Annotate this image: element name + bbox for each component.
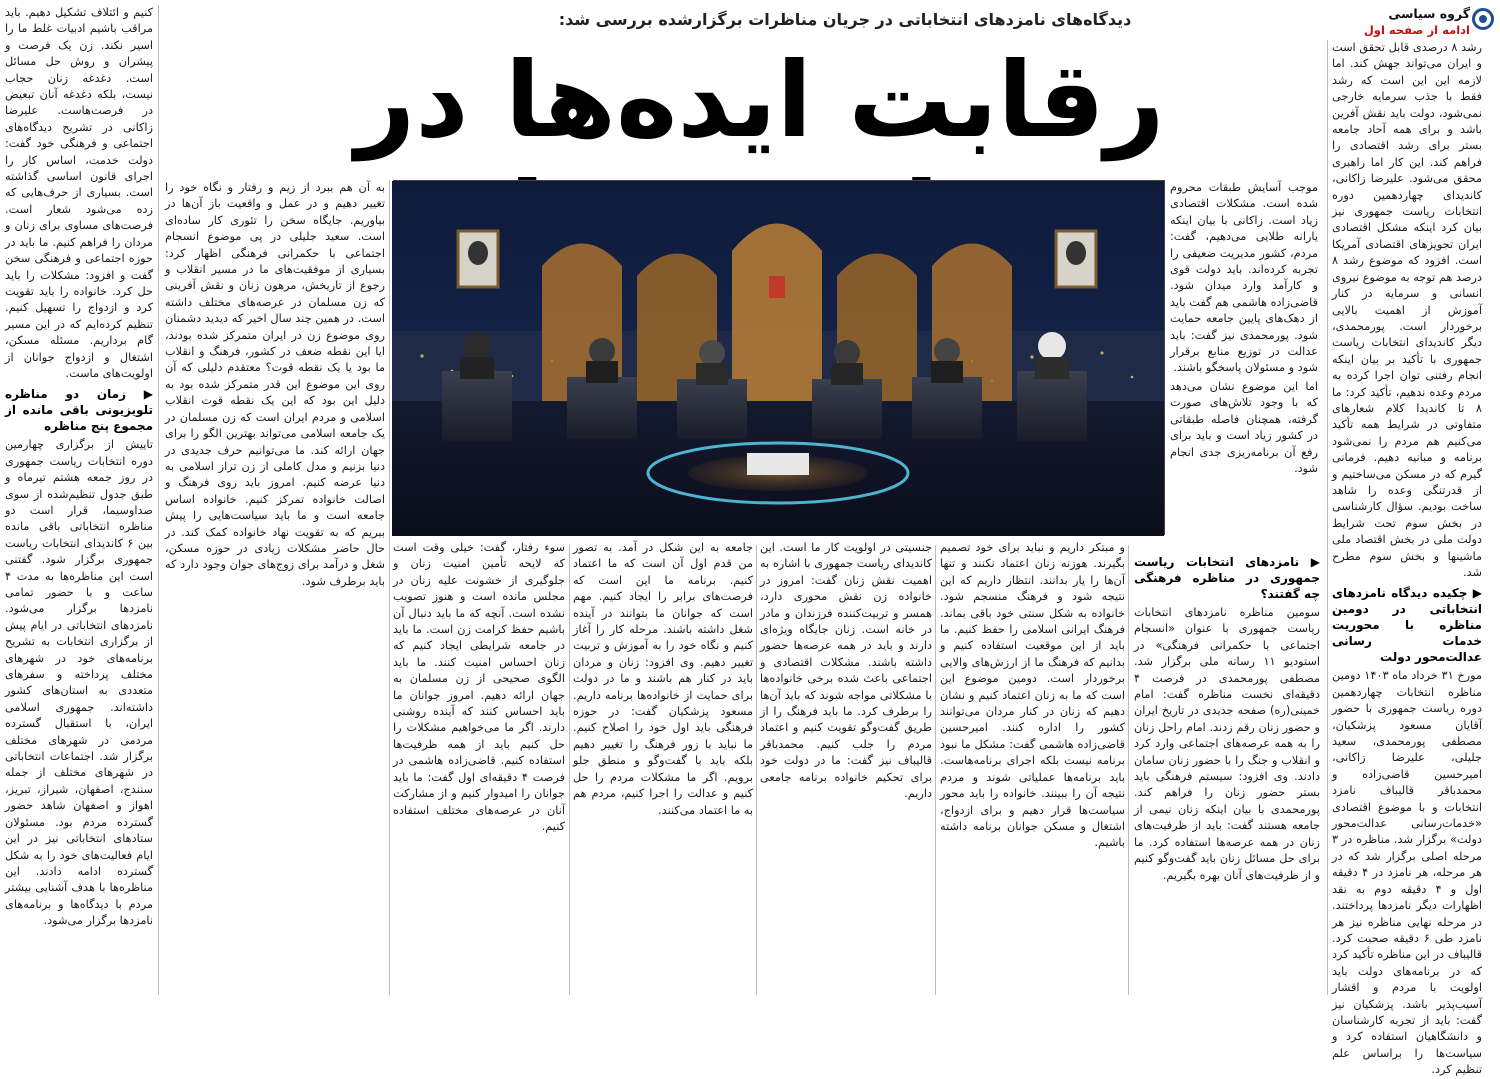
paragraph: اما این موضوع نشان می‌دهد که با وجود تلاش‌های صورت گرفته، همچنان فاصله طبقاتی در کشور زیاد است و باید برای رفع آن برنامه‌ریزی جدی انجام شود. xyxy=(1170,379,1318,475)
article-column-5 xyxy=(1134,550,1320,995)
paragraph: سومین مناظره نامزدهای انتخابات ریاست جمهوری با عنوان «انسجام اجتماعی با حکمرانی فرهنگی» در استودیو ۱۱ رسانه ملی برگزار شد. مصطفی پورمحمدی در فرصت ۴ دقیقه‌ای نخست مناظره گفت: امام خمینی(ره) صفحه جدیدی در تاریخ ایران و حضور زنان رقم زدند. امام راحل زنان را به همه عرصه‌های اجتماعی وارد کرد و انقلاب و جنگ را با حضور زنان سامان دادند. وی افزود: سیستم فرهنگی باید بستر حضور زنان را فراهم کند. پورمحمدی با بیان اینکه زنان نیمی از جامعه هستند گفت: باید از ظرفیت‌های زنان در همه عرصه‌ها استفاده کرد. ما برای حل مسائل زنان باید گفت‌وگو کنیم و از ظرفیت‌های آنان بهره بگیریم. xyxy=(1134,606,1320,882)
group-label xyxy=(1330,6,1470,37)
paragraph: به آن هم ببرد از زیم و رفتار و نگاه خود را تغییر دهیم و در عمل و واقعیت باز آن‌ها در بیاوریم. جایگاه سخن را تئوری کار ساده‌ای است. سعید جلیلی در پی موضوع انسجام اجتماعی با حکمرانی فرهنگی اظهار کرد: بسیاری از موفقیت‌های ما در مسیر انقلاب و رجوع از تاریخش، مرهون زنان و نقش آفرینی که زن مسلمان در عرصه‌های مختلف داشته است. در همین چند سال اخیر که دیدید دشمنان روی موضوع زن در ایران متمرکز شده بودند، ایا این نقطه ضعف در کشور، فرهنگ و انقلاب ما بود یا یک نقطه قوت؟ معتقدم دلیلی که آن روی این موضوع این قدر متمرکز شده بود به دلیل این بود که این یک نقطه قوت انقلاب اسلامی و مردم ایران است که زن مسلمان در یک جامعه اسلامی می‌تواند بهترین الگو را برای جهان ارائه کند. ما می‌توانیم حرف جدیدی در دنیا بزنیم و مدل کاملی از زن تراز اسلامی به دنیا عرضه کنیم. امروز باید روی فرهنگ و اصالت خانواده تمرکز کنیم. خانواده اساس جامعه است و ما باید سیاست‌هایی را پیش ببریم که به تقویت نهاد خانواده کمک کند. در حال حاضر مشکلات زیادی در حوزه مسکن، شغل و درآمد برای زوج‌های جوان وجود دارد که باید برطرف شود. xyxy=(165,181,385,588)
paragraph: جنسیتی در اولویت کار ما است. این کاندیدای ریاست جمهوری با اشاره به اهمیت نقش زنان گفت: امروز در خانواده زن نقش محوری دارد، همسر و تربیت‌کننده فرزندان و مادر در خانه است. زنان جایگاه ویژه‌ای دارند و باید در همه عرصه‌ها حضور داشته باشند. مشکلات اقتصادی و اجتماعی باعث شده برخی خانواده‌ها با مشکلاتی مواجه شوند که باید آن‌ها را برطرف کرد. ما باید فرهنگ را از طریق گفت‌وگو تقویت کنیم و اعتماد مردم را جلب کنیم. محمدباقر قالیباف نیز گفت: ما در دولت خود برای تحکیم خانواده برنامه جامعی داریم. xyxy=(760,541,932,801)
group-logo-icon xyxy=(1472,8,1494,30)
column-rule xyxy=(158,5,159,995)
continued-note: ادامه از صفحه اول xyxy=(1363,23,1470,37)
article-column-2 xyxy=(1170,180,1318,560)
paragraph: تاییش از برگزاری چهارمین دوره انتخابات ریاست جمهوری در روز جمعه هشتم تیرماه و طبق جدول تنظیم‌شده از سوی صداوسیما، قرار است دو مناظره انتخاباتی باقی مانده بین ۶ کاندیدای انتخابات ریاست جمهوری برگزار شود. گفتنی است این مناظره‌ها به مدت ۴ ساعت و با حضور تمامی نامزدها برگزار می‌شود. نامزدهای انتخاباتی در ایام پیش از برگزاری انتخابات به تشریح برنامه‌های خود در شهرهای مختلف پرداخته و سفرهای متعددی به استان‌های کشور داشته‌اند. جمهوری اسلامی ایران، با استقبال گسترده مردمی در شهرهای مختلف برگزار شد. اجتماعات انتخاباتی در شهرهای مختلف از جمله سنندج، اصفهان، شیراز، تبریز، اهواز و اصفهان شاهد حضور گسترده مردم بود. مسئولان ستادهای انتخاباتی نیز در این ایام فعالیت‌های خود را به شکل گسترده ادامه دادند. این مناظره‌ها با هدف آشنایی بیشتر مردم با دیدگاه‌ها و برنامه‌های نامزدها برگزار می‌شود. xyxy=(5,438,153,928)
paragraph: مورخ ۳۱ خرداد ماه ۱۴۰۳ دومین مناظره انتخابات چهاردهمین دوره ریاست جمهوری با حضور آقایان مسعود پزشکیان، مصطفی پورمحمدی، سعید جلیلی، علیرضا زاکانی، امیرحسین قاضی‌زاده و محمدباقر قالیباف نامزد انتخابات و با موضوع اقتصادی «خدمات‌رسانی عدالت‌محور دولت» برگزار شد. مناظره در ۳ مرحله اصلی برگزار شد که در هر مرحله، هر نامزد در ۴ دقیقه اول و ۴ دقیقه دوم به نقد اظهارات دیگر نامزدها پرداختند. در مرحله نهایی مناظره نیز هر نامزد طی ۶ دقیقه صحبت کرد. قالیباف در این مناظره تأکید کرد که در برنامه‌های دولت باید اولویت با مردم و اقشار آسیب‌پذیر باشد. پزشکیان نیز گفت: باید از تجربه کارشناسان و دانشگاهیان استفاده کرد و سیاست‌ها را براساس علم تنظیم کرد. xyxy=(1332,669,1483,1077)
article-column-1 xyxy=(1332,40,1483,1077)
article-column-4 xyxy=(165,180,385,995)
column-rule xyxy=(389,180,390,995)
article-column-9 xyxy=(393,540,565,995)
article-column-6 xyxy=(940,540,1125,995)
column-rule xyxy=(756,545,757,995)
subheading: ▶ زمان دو مناظره تلویزیونی باقی مانده از مجموع پنج مناظره xyxy=(5,387,153,434)
article-column-3 xyxy=(5,5,153,995)
paragraph: سوء رفتار، گفت: خیلی وقت است که لایحه تأمین امنیت زنان و جلوگیری از خشونت علیه زنان در مجلس مانده است و هنوز تصویب نشده است. آنچه که ما باید دنبال آن باشیم حفظ کرامت زن است. ما باید در جامعه شرایطی ایجاد کنیم که زنان احساس امنیت کنند. ما باید الگوی صحیحی از زن مسلمان به جهان ارائه دهیم. امروز جوانان ما باید احساس کنند که آینده روشنی دارند. اگر ما می‌خواهیم مشکلات را حل کنیم باید از همه ظرفیت‌ها استفاده کنیم. قاضی‌زاده هاشمی در فرصت ۴ دقیقه‌ای اول گفت: ما باید جوانان را امیدوار کنیم و از مشارکت آنان در عرصه‌های مختلف استفاده کنیم. xyxy=(393,541,565,833)
column-rule xyxy=(935,545,936,995)
column-rule xyxy=(1128,545,1129,995)
column-rule xyxy=(1327,40,1328,995)
debate-studio-illustration xyxy=(392,181,1164,536)
group-name: گروه سیاسی xyxy=(1388,6,1470,21)
headline: رقابت ایده‌ها در xyxy=(355,39,1165,161)
subheading: ▶ نامزدهای انتخابات ریاست جمهوری در مناظره فرهنگی چه گفتند؟ xyxy=(1134,555,1320,601)
column-rule xyxy=(569,545,570,995)
paragraph: و مبتکر داریم و نباید برای خود تصمیم بگیرند. هوزنه زنان اعتماد نکنند و تنها آن‌ها را یار بدانند. انتظار داریم که این نتیجه شود و فرهنگ منسجم شود. خانواده به شکل سنتی خود باقی بماند. فرهنگ ایرانی اسلامی را حفظ کنیم. ما باید از این موقعیت استفاده کنیم و بدانیم که فرهنگ ما از ارزش‌های والایی برخوردار است. دومین موضوع این است که ما به زنان اعتماد کنیم و نشان دهیم که زنان در کنار مردان می‌توانند کشور را اداره کنند. امیرحسین قاضی‌زاده هاشمی گفت: مشکل ما نبود برنامه نیست بلکه اجرای برنامه‌هاست. باید برنامه‌ها عملیاتی شوند و مردم نتیجه آن را ببینند. خانواده را باید محور سیاست‌ها قرار دهیم و برای ازدواج، اشتغال و مسکن جوانان برنامه داشته باشیم. xyxy=(940,541,1125,850)
paragraph: جامعه به این شکل در آمد. به تصور من قدم اول آن است که ما اعتماد کنیم. برنامه ما این است که فرصت‌های برابر را ایجاد کنیم. مهم است که جوانان ما بتوانند در آینده شغل داشته باشند. مرحله کار را آغاز کنیم و نگاه خود را به آموزش و تربیت تغییر دهیم. وی افزود: زنان و مردان باید در کنار هم باشند و ما در دولت برای حمایت از خانواده‌ها برنامه داریم. مسعود پزشکیان گفت: در حوزه فرهنگی باید اول خود را اصلاح کنیم. ما نباید با زور فرهنگ را تغییر دهیم بلکه باید با گفت‌وگو و منطق جلو برویم. اگر ما مشکلات مردم را حل کنیم و عدالت را اجرا کنیم، مردم هم به ما اعتماد می‌کنند. xyxy=(573,541,753,817)
article-column-8 xyxy=(573,540,753,995)
subheading: ▶ چکیده دیدگاه نامزدهای انتخاباتی در دومین مناظره با محوریت خدمات رسانی عدالت‌محور دولت xyxy=(1332,586,1482,665)
paragraph: موجب آسایش طبقات محروم شده است. مشکلات اقتصادی زیاد است. زاکانی با بیان اینکه یارانه طلایی می‌دهیم، گفت: مردم، کشور مدیریت ضعیفی را تجربه کرده‌اند. باید دولت قوی و کارآمد وارد میدان شود. قاضی‌زاده هاشمی هم گفت باید از دهک‌های پایین جامعه حمایت شود. پورمحمدی نیز گفت: باید عدالت در توزیع منابع برقرار شود و مسئولان پاسخگو باشند. xyxy=(1170,181,1318,375)
debate-photo xyxy=(393,180,1165,535)
paragraph: رشد ۸ درصدی قابل تحقق است و ایران می‌تواند جهش کند. اما لازمه این این است که رشد فقط با جذب سرمایه خارجی نمی‌شود، دولت باید نقش آفرین باشد و برای همه آحاد جامعه بستر برای رشد اقتصادی را فراهم کند. این کار اما راهبری محقق می‌شود. علیرضا زاکانی، کاندیدای چهاردهمین دوره انتخابات ریاست جمهوری نیز بیان کرد اینکه مشکل اقتصادی ایران تجویزهای اقتصادی آمریکا است. افزود که موضوع رشد ۸ درصد هم توجه به موضوع نیروی انسانی و سرمایه در کنار آموزش از اهمیت بالایی برخوردار است. پورمحمدی، دیگر کاندیدای انتخابات ریاست جمهوری با تأکید بر بیان اینکه انجام رفتنی توان اجرا کرده به مردم وعده ندهیم، تأکید کرد: ما ۸ تا کاندیدا کلام شعارهای متفاوتی در شرایط همه تأکید می‌کنیم هم مردم را نمی‌شود برنامه و مبانیه دهیم. فرمانی گیرم که در مسکن می‌ساختیم و از قدرتنگی وعده را شاهد ساخت بودیم. سؤال کارشناسی در بخش سوم تحت شرایط دولت ملی در بخش اقتصاد ملی ماشینها و بخش سوم مطرح شد. xyxy=(1332,41,1482,579)
paragraph: کنیم و ائتلاف تشکیل دهیم. باید مراقب باشیم ادبیات غلط ما را اسیر نکند. زن یک فرصت و پیشران و روش حل مسائل است. دغدغه زنان حجاب نیست، بلکه دغدغه آنان تبعیض در فرصت‌هاست. علیرضا زاکانی در تشریح دیدگاه‌های اجتماعی و فرهنگی خود گفت: دولت خدمت، اساس کار را اجرای قانون اساسی گذاشته است. بسیاری از حرف‌هایی که زده می‌شود شعار است. فرصت‌های مساوی برای زنان و مردان را فراهم کنیم. ما باید در حوزه اجتماعی و فرهنگی سخن گفت و افزود: مشکلات را باید حل کرد. خانواده را باید تقویت کرد و ازدواج را تسهیل کنیم. تنظیم کرده‌ایم که در این مسیر گام برداریم. مسئله مسکن، اشتغال و ازدواج جوانان از اولویت‌های ماست. xyxy=(5,6,153,380)
article-column-7 xyxy=(760,540,932,995)
kicker: دیدگاه‌های نامزدهای انتخاباتی در جریان مناظرات برگزارشده بررسی شد: xyxy=(558,10,1132,29)
